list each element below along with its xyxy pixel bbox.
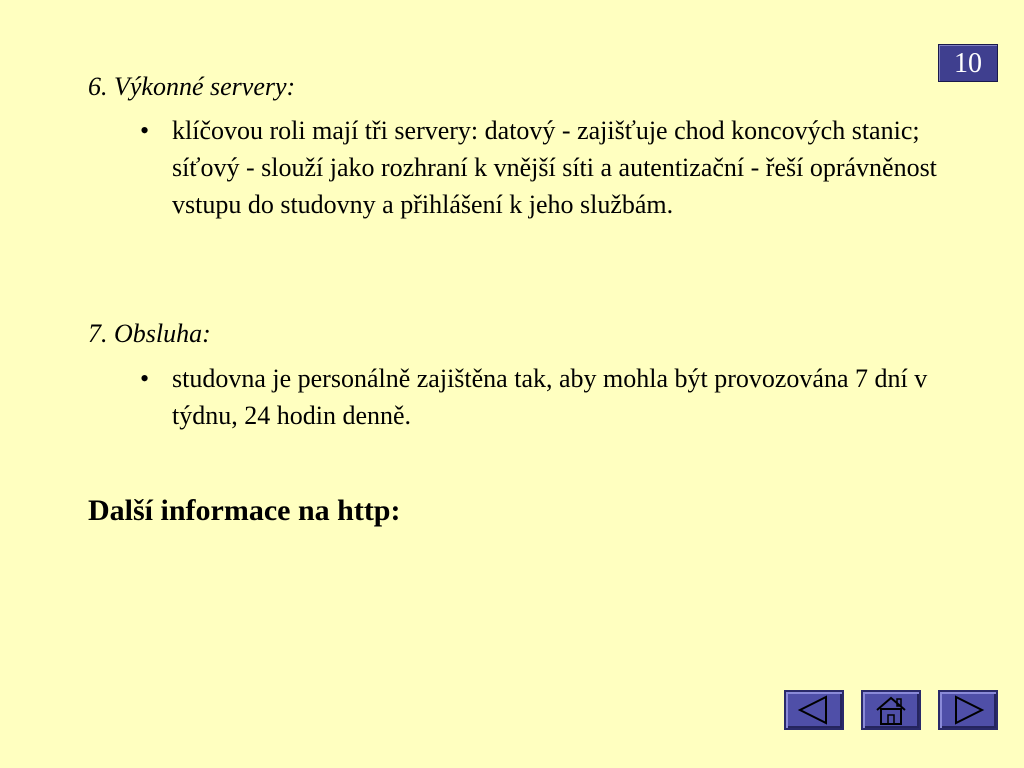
bullet-icon: • [140,364,150,393]
previous-slide-button[interactable] [784,690,844,730]
home-icon [863,692,919,728]
more-info-text: Další informace na http: [88,494,401,527]
bullet-icon: • [140,116,150,145]
slide-number: 10 [938,44,998,82]
triangle-left-icon [786,692,842,728]
next-slide-button[interactable] [938,690,998,730]
list-item [140,360,960,434]
bullet-text-servers: klíčovou roli mají tři servery: datový - zajišťuje chod koncových stanic; síťový - slouží jako rozhraní k vnější síti a autentizační - řeší oprávněnost vstupu do studovny a přihlášení k jeho službám. [172,116,937,219]
triangle-right-icon [940,692,996,728]
home-button[interactable] [861,690,921,730]
section-heading-servers: 6. Výkonné servery: [88,72,296,101]
bullet-text-staff: studovna je personálně zajištěna tak, aby mohla být provozována 7 dní v týdnu, 24 hodin denně. [172,364,928,430]
list-item [140,112,960,223]
section-heading-staff: 7. Obsluha: [88,319,211,348]
